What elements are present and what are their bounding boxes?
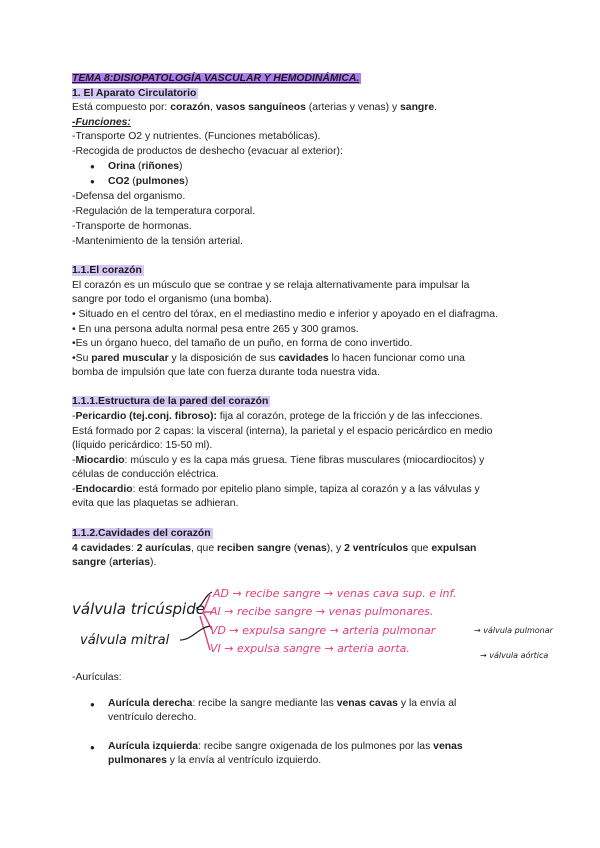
bullet-icon: ● [90,177,95,186]
section-1-1-heading: 1.1.El corazón [72,265,142,276]
paragraph-line: células de conducción eléctrica. [72,469,219,480]
paragraph-line: evita que las plaquetas se adhieran. [72,498,239,509]
document-title: TEMA 8:DISIOPATOLOGÍA VASCULAR Y HEMODINÁMICA. [72,73,360,84]
handwritten-label-mitral: válvula mitral [80,633,170,648]
bullet-icon: ● [90,162,95,171]
section-1-1-1-heading: 1.1.1.Estructura de la pared del corazón [72,396,269,407]
list-item: Orina (riñones) [108,161,183,172]
section-1-1-2-heading: 1.1.2.Cavidades del corazón [72,528,211,539]
function-line: -Regulación de la temperatura corporal. [72,206,256,217]
list-item-continuation: pulmonares y la envía al ventrículo izquierdo. [108,755,322,766]
paragraph-line: -Pericardio (tej.conj. fibroso): fija al corazón, protege de la fricción y de las infecciones. [72,411,483,422]
list-item: Aurícula derecha: recibe la sangre mediante las venas cavas y la envía al [108,698,457,709]
paragraph-line: (líquido pericárdico: 15-50 ml). [72,440,213,451]
handwritten-row-vi: VI → expulsa sangre → arteria aorta. [210,642,410,655]
functions-label: -Funciones: [72,117,131,128]
paragraph-line: • Situado en el centro del tórax, en el mediastino medio e inferior y apoyado en el diafragma. [72,309,498,320]
paragraph-line: -Endocardio: está formado por epitelio plano simple, tapiza al corazón y a las válvulas y [72,484,480,495]
handwritten-row-ai: AI → recibe sangre → venas pulmonares. [210,605,434,618]
handwritten-note-pulmonary-valve: → válvula pulmonar [474,626,553,635]
function-line: -Transporte O2 y nutrientes. (Funciones metabólicas). [72,131,321,142]
paragraph-line: El corazón es un músculo que se contrae y se relaja alternativamente para impulsar la [72,280,470,291]
handwritten-note-aortic-valve: → válvula aórtica [480,651,549,660]
auriculas-label: -Aurículas: [72,672,122,683]
paragraph-line: sangre (arterias). [72,557,157,568]
paragraph-line: bomba de impulsión que late con fuerza durante toda nuestra vida. [72,367,380,378]
paragraph-line: 4 cavidades: 2 aurículas, que reciben sangre (venas), y 2 ventrículos que expulsan [72,543,477,554]
bullet-icon: ● [90,700,95,709]
function-line: -Transporte de hormonas. [72,221,192,232]
bullet-icon: ● [90,743,95,752]
paragraph-line: Está formado por 2 capas: la visceral (interna), la parietal y el espacio pericárdico en medio [72,426,493,437]
section-1-heading: 1. El Aparato Circulatorio [72,88,197,99]
paragraph-line: •Su pared muscular y la disposición de sus cavidades lo hacen funcionar como una [72,353,465,364]
paragraph-line: -Miocardio: músculo y es la capa más gruesa. Tiene fibras musculares (miocardiocitos) y [72,455,485,466]
handwritten-row-ad: AD → recibe sangre → venas cava sup. e inf. [213,587,457,600]
paragraph-line: •Es un órgano hueco, del tamaño de un puño, en forma de cono invertido. [72,338,413,349]
list-item: Aurícula izquierda: recibe sangre oxigenada de los pulmones por las venas [108,741,463,752]
function-line: -Defensa del organismo. [72,191,186,202]
list-item-continuation: ventrículo derecho. [108,712,197,723]
paragraph-line: • En una persona adulta normal pesa entre 265 y 300 gramos. [72,324,359,335]
section-1-intro: Está compuesto por: corazón, vasos sanguíneos (arterias y venas) y sangre. [72,102,437,113]
handwritten-row-vd: VD → expulsa sangre → arteria pulmonar [210,624,436,637]
paragraph-line: sangre por todo el organismo (una bomba). [72,294,272,305]
function-line: -Mantenimiento de la tensión arterial. [72,236,243,247]
handwritten-label-tricuspid: válvula tricúspide [72,600,205,618]
function-line: -Recogida de productos de deshecho (evacuar al exterior): [72,146,343,157]
list-item: CO2 (pulmones) [108,176,189,187]
